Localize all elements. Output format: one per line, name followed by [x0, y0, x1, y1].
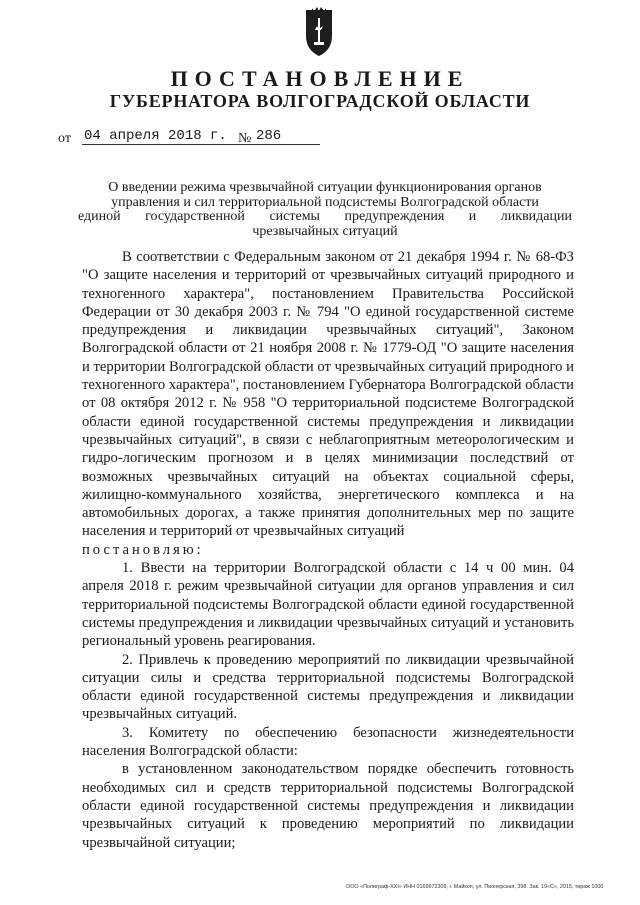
- document-date: 04 апреля 2018 г.: [82, 128, 272, 145]
- title-line: О введении режима чрезвычайной ситуации функционирования органов: [108, 180, 542, 195]
- title-line: управления и сил территориальной подсистемы Волгоградской области: [111, 194, 539, 210]
- document-body: [82, 248, 574, 852]
- item-2-paragraph: 2. Привлечь к проведению мероприятий по ликвидации чрезвычайной ситуации силы и средства территориальной подсистемы Волгоградской области единой государственной системы предупреждения и ликвидации чрезвычайных ситуаций.: [82, 651, 574, 723]
- document-type-heading: ПОСТАНОВЛЕНИЕ: [170, 66, 470, 91]
- coat-of-arms-icon: [302, 6, 336, 58]
- title-line: чрезвычайных ситуаций: [252, 223, 398, 239]
- printer-imprint: ООО «Полиграф-ХХI» ИНН 0169972309, г. Майкоп, ул. Пионерская, 398. Зак. 19«С», 2015, тираж 1000: [346, 884, 604, 890]
- document-title: [78, 181, 572, 239]
- decree-word: постановляю:: [82, 541, 204, 558]
- number-label: №: [238, 131, 252, 146]
- date-label: от: [58, 131, 71, 146]
- item-1-paragraph: 1. Ввести на территории Волгоградской области с 14 ч 00 мин. 04 апреля 2018 г. режим чрезвычайной ситуации для органов управления и сил территориальной подсистемы Волгоградской области единой государственной системы предупреждения и ликвидации чрезвычайных ситуаций и установить региональный уровень реагирования.: [82, 560, 574, 650]
- document-number: 286: [254, 128, 320, 145]
- preamble-paragraph: В соответствии с Федеральным законом от 21 декабря 1994 г. № 68-ФЗ "О защите населения и территорий от чрезвычайных ситуаций природного и техногенного характера", постановлением Правительства Российской Федерации от 30 декабря 2003 г. № 794 "О единой государственной системе предупреждения и ликвидации чрезвычайных ситуаций", Законом Волгоградской области от 21 ноября 2008 г. № 1779-ОД "О защите населения и территории Волгоградской области от чрезвычайных ситуаций природного и техногенного характера", постановлением Губернатора Волгоградской области от 08 октября 2012 г. № 958 "О территориальной подсистеме Волгоградской области единой государственной системы предупреждения и ликвидации чрезвычайных ситуаций", в связи с неблагоприятным метеорологическим и гидро-логическим прогнозом и в целях минимизации последствий от возможных чрезвычайных ситуаций на объектах социальной сферы, жилищно-коммунального хозяйства, энергетического комплекса и на автомобильных дорогах, а также принятия дополнительных мер по защите населения и территорий от чрезвычайных ситуаций: [82, 249, 574, 540]
- issuer-heading: ГУБЕРНАТОРА ВОЛГОГРАДСКОЙ ОБЛАСТИ: [109, 91, 531, 111]
- title-line: единой государственной системы предупреждения и ликвидации: [78, 209, 572, 224]
- item-3-subparagraph: в установленном законодательством порядке обеспечить готовность необходимых сил и средств территориальной подсистемы Волгоградской области единой государственной системы предупреждения и ликвидации чрезвычайных ситуаций к проведению мероприятий по ликвидации чрезвычайной ситуации;: [82, 761, 574, 851]
- item-3-paragraph: 3. Комитету по обеспечению безопасности жизнедеятельности населения Волгоградской области:: [82, 724, 574, 760]
